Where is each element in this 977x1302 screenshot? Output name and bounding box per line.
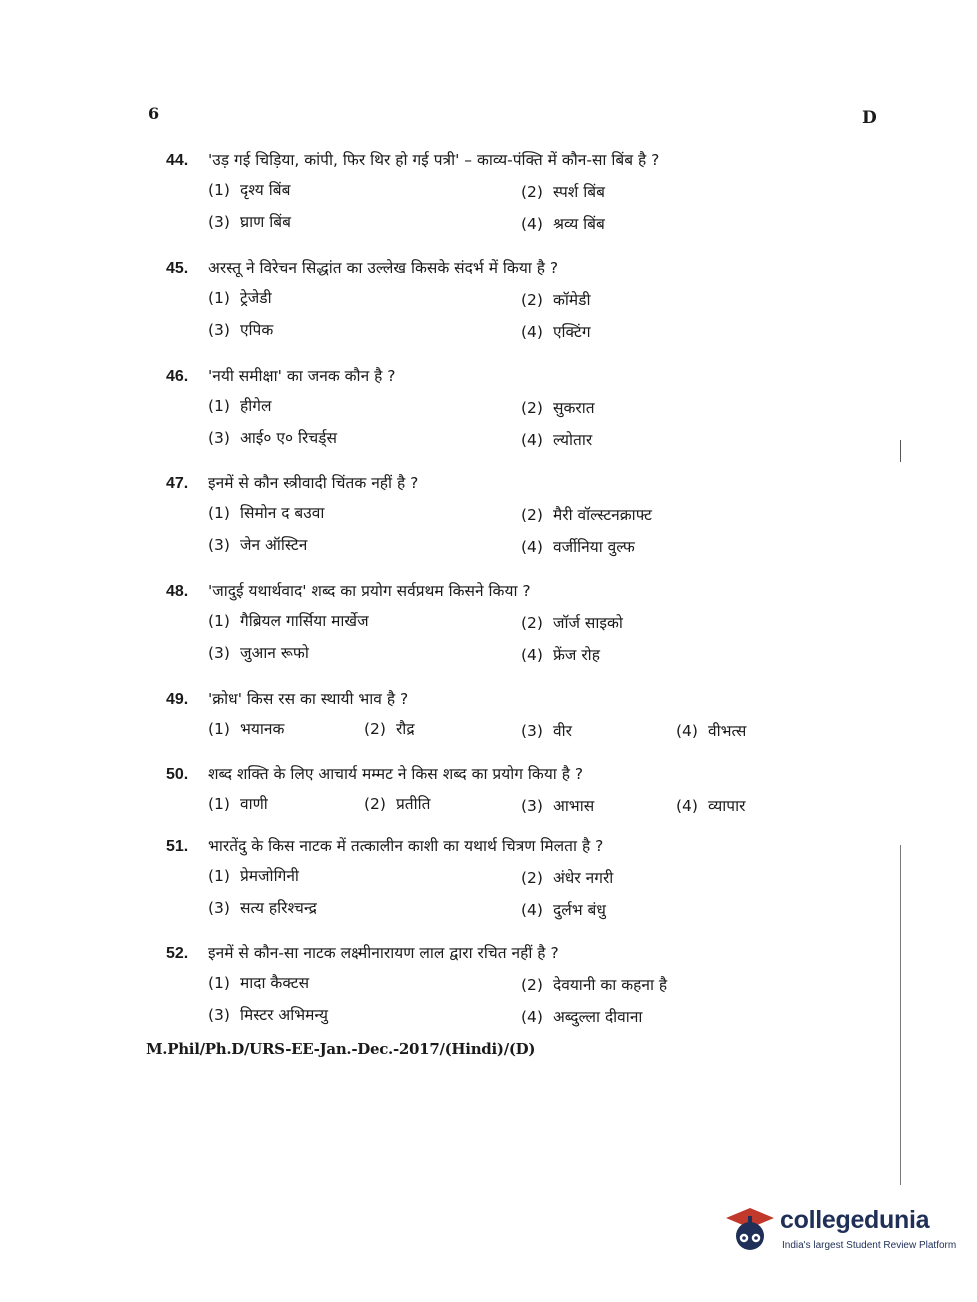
- option-3: (3) जेन ऑस्टिन: [208, 536, 308, 554]
- scan-margin-mark: [900, 845, 901, 1185]
- question-text: अरस्तू ने विरेचन सिद्धांत का उल्लेख किसके संदर्भ में किया है ?: [208, 259, 559, 277]
- option-2: (2) रौद्र: [364, 720, 415, 738]
- option-1: (1) भयानक: [208, 720, 285, 738]
- options: [166, 792, 866, 826]
- scan-margin-mark: [900, 440, 901, 462]
- question-44: [166, 148, 866, 246]
- options: [166, 501, 866, 569]
- option-1: (1) मादा कैक्टस: [208, 974, 310, 992]
- option-4: (4) अब्दुल्ला दीवाना: [521, 1008, 643, 1026]
- question-number: 46.: [166, 368, 189, 385]
- set-code: D: [862, 108, 877, 128]
- mascot-logo-icon: [720, 1200, 780, 1260]
- question-text: शब्द शक्ति के लिए आचार्य मम्मट ने किस शब्द का प्रयोग किया है ?: [208, 765, 584, 783]
- option-1: (1) गैब्रियल गार्सिया मार्खेज: [208, 612, 369, 630]
- question-number: 49.: [166, 691, 189, 708]
- option-4: (4) व्यापार: [676, 797, 746, 815]
- question-52: [166, 941, 866, 1039]
- option-2: (2) देवयानी का कहना है: [521, 976, 668, 994]
- page-number: 6: [148, 104, 160, 123]
- question-47: [166, 471, 866, 569]
- question-49: [166, 687, 866, 751]
- option-3: (3) वीर: [521, 722, 572, 740]
- question-text: 'उड़ गई चिड़िया, कांपी, फिर थिर हो गई पत्री' – काव्य-पंक्ति में कौन-सा बिंब है ?: [208, 151, 660, 169]
- option-4: (4) फ्रेंज रोह: [521, 646, 600, 664]
- option-1: (1) प्रेमजोगिनी: [208, 867, 299, 885]
- question-48: [166, 579, 866, 677]
- question-number: 52.: [166, 945, 189, 962]
- question-number: 51.: [166, 838, 189, 855]
- question-45: [166, 256, 866, 354]
- option-4: (4) एक्टिंग: [521, 323, 591, 341]
- option-3: (3) जुआन रूफो: [208, 644, 309, 662]
- option-4: (4) वर्जीनिया वुल्फ: [521, 538, 635, 556]
- option-1: (1) सिमोन द बउवा: [208, 504, 325, 522]
- question-50: [166, 762, 866, 826]
- option-3: (3) एपिक: [208, 321, 274, 339]
- question-text: 'क्रोध' किस रस का स्थायी भाव है ?: [208, 690, 409, 708]
- options: [166, 178, 866, 246]
- collegedunia-watermark: [720, 1200, 957, 1260]
- options: [166, 864, 866, 932]
- question-text: इनमें से कौन स्त्रीवादी चिंतक नहीं है ?: [208, 474, 419, 492]
- option-3: (3) सत्य हरिश्चन्द्र: [208, 899, 317, 917]
- option-2: (2) जॉर्ज साइको: [521, 614, 623, 632]
- option-4: (4) श्रव्य बिंब: [521, 215, 605, 233]
- option-2: (2) स्पर्श बिंब: [521, 183, 605, 201]
- option-2: (2) कॉमेडी: [521, 291, 591, 309]
- option-1: (1) हीगेल: [208, 397, 272, 415]
- option-2: (2) अंधेर नगरी: [521, 869, 614, 887]
- question-number: 50.: [166, 766, 189, 783]
- question-number: 45.: [166, 260, 189, 277]
- brand-tagline: India's largest Student Review Platform: [782, 1240, 957, 1251]
- brand-name: collegedunia: [780, 1206, 930, 1234]
- option-2: (2) प्रतीति: [364, 795, 431, 813]
- options: [166, 971, 866, 1039]
- question-number: 47.: [166, 475, 189, 492]
- question-number: 44.: [166, 152, 189, 169]
- paper-code-footer: M.Phil/Ph.D/URS-EE-Jan.-Dec.-2017/(Hindi)/(D): [146, 1040, 536, 1058]
- options: [166, 286, 866, 354]
- option-2: (2) सुकरात: [521, 399, 595, 417]
- option-4: (4) दुर्लभ बंधु: [521, 901, 606, 919]
- question-text: भारतेंदु के किस नाटक में तत्कालीन काशी का यथार्थ चित्रण मिलता है ?: [208, 837, 604, 855]
- option-2: (2) मैरी वॉल्स्टनक्राफ्ट: [521, 506, 652, 524]
- options: [166, 609, 866, 677]
- question-text: 'जादुई यथार्थवाद' शब्द का प्रयोग सर्वप्रथम किसने किया ?: [208, 582, 531, 600]
- question-number: 48.: [166, 583, 189, 600]
- question-text: 'नयी समीक्षा' का जनक कौन है ?: [208, 367, 396, 385]
- question-46: [166, 364, 866, 462]
- option-3: (3) मिस्टर अभिमन्यु: [208, 1006, 328, 1024]
- option-3: (3) घ्राण बिंब: [208, 213, 291, 231]
- option-3: (3) आई० ए० रिचर्ड्स: [208, 429, 337, 447]
- option-1: (1) ट्रेजेडी: [208, 289, 272, 307]
- option-3: (3) आभास: [521, 797, 595, 815]
- option-1: (1) दृश्य बिंब: [208, 181, 291, 199]
- question-51: [166, 834, 866, 932]
- option-4: (4) ल्योतार: [521, 431, 593, 449]
- options: [166, 717, 866, 751]
- options: [166, 394, 866, 462]
- option-4: (4) वीभत्स: [676, 722, 747, 740]
- option-1: (1) वाणी: [208, 795, 268, 813]
- question-text: इनमें से कौन-सा नाटक लक्ष्मीनारायण लाल द्वारा रचित नहीं है ?: [208, 944, 559, 962]
